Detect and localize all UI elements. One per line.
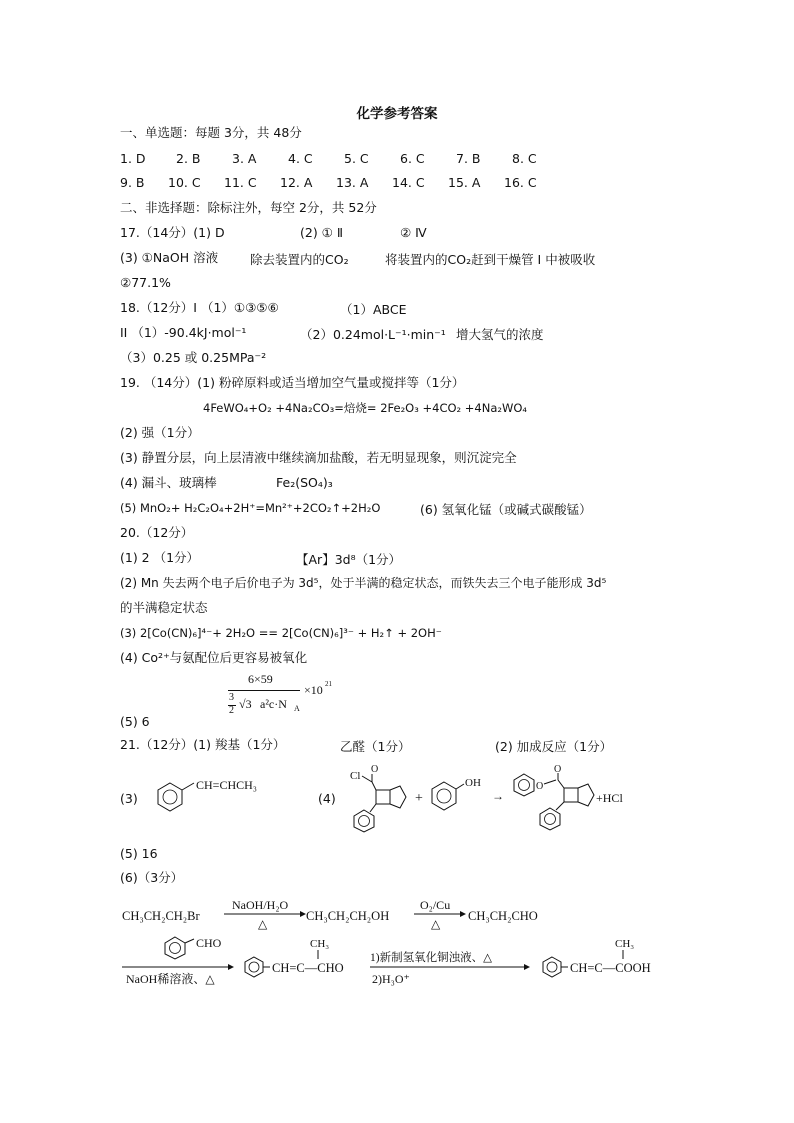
answer-item: 15. A [448,175,481,190]
answer-item: 4. C [288,151,313,166]
q17-line-2c: 将装置内的CO₂赶到干燥管 I 中被吸收 [385,252,596,267]
answer-item: 12. A [280,175,313,190]
benzene-ring-icon [432,782,456,810]
answer-item: 7. B [456,151,481,166]
answer-item: 16. C [504,175,537,190]
answer-item: 6. C [400,151,425,166]
bond-line [185,939,194,943]
q21-line-1b: 乙醛（1分） [340,739,411,754]
q17-line-2b: 除去装置内的CO₂ [250,252,349,267]
benzene-ring-icon [354,810,374,832]
arrow-head-icon [524,964,530,970]
q17-line-1b: (2) ① Ⅱ [300,225,344,240]
q21-line-3-label: (3) [120,791,138,806]
reagent-4-bottom: 2)H₃O⁺ [372,972,410,986]
route-compound-2: CH₃CH₂CH₂OH [306,909,390,923]
q18-line-1a: 18.（12分）I （1）①③⑤⑥ [120,300,279,315]
benzene-ring-icon [158,783,182,811]
q21-line-5: (5) 16 [120,846,158,861]
reagent-3-bottom: NaOH稀溶液、△ [126,972,215,986]
benzene-ring-icon [165,937,185,959]
methyl-label: CH₃ [615,938,635,950]
q17-line-3: ②77.1% [120,275,171,290]
benzene-ring-icon [245,957,263,977]
answer-item: 11. C [224,175,257,190]
aromatic-circle-icon [359,816,370,827]
q19-line-3: (3) 静置分层，向上层清液中继续滴加盐酸，若无明显现象，则沉淀完全 [120,450,517,465]
bond-line [456,784,464,789]
cyclobutane-icon [564,788,578,802]
bond-line [558,780,564,788]
page-title: 化学参考答案 [356,106,438,122]
bond-line [556,802,564,810]
fraction-coef-den: 2 [229,705,234,716]
q18-line-2b: （2）0.24mol·L⁻¹·min⁻¹ [300,327,446,342]
q20-line-7: (5) 6 [120,714,150,729]
hcl-label: +HCl [596,791,623,805]
answer-item: 10. C [168,175,201,190]
fraction-numerator: 6×59 [248,672,273,686]
q20-line-1: 20.（12分） [120,525,194,540]
answer-item: 3. A [232,151,257,166]
section-2-header: 二、非选择题：除标注外，每空 2分，共 52分 [120,200,377,215]
q19-line-4b: Fe₂(SO₄)₃ [276,475,333,490]
arrow-head-icon [228,964,234,970]
aromatic-circle-icon [249,962,259,972]
q21-line-1a: 21.（12分）(1) 羧基（1分） [120,737,286,752]
cyclopentane-icon [578,784,594,806]
q21-line-6: (6)（3分） [120,870,184,885]
aromatic-circle-icon [519,780,530,791]
q19-equation: 4FeWO₄+O₂ +4Na₂CO₃=焙烧= 2Fe₂O₃ +4CO₂ +4Na₂WO₄ [203,401,528,415]
reagent-1-top: NaOH/H₂O [232,898,289,912]
q18-line-2c: 增大氢气的浓度 [456,327,544,342]
benzene-ring-icon [540,808,560,830]
benzene-ring-icon [514,774,534,796]
arrow-head-icon [460,911,466,917]
fraction-sub: A [294,704,300,713]
answer-item: 13. A [336,175,369,190]
plus-sign: + [415,791,423,806]
q20-line-3: (2) Mn 失去两个电子后价电子为 3d⁵，处于半满的稳定状态，而铁失去三个电子能形成 3d⁵ [120,576,607,590]
section-1-header: 一、单选题：每题 3分，共 48分 [120,125,302,140]
bond-line [362,776,372,782]
reagent-2-top: O₂/Cu [420,898,451,912]
fraction-multiplier: ×10 [304,683,323,697]
propenylbenzene-structure [152,780,282,816]
q20-line-2a: (1) 2 （1分） [120,550,200,565]
reagent-3-top: CHO [196,936,222,950]
aromatic-circle-icon [545,814,556,825]
route-compound-3: CH₃CH₂CHO [468,909,538,923]
reagent-2-bottom: △ [431,917,441,931]
methyl-label: CH₃ [310,938,330,950]
fraction-exponent: 21 [325,680,332,688]
q18-line-3: （3）0.25 或 0.25MPa⁻² [120,350,267,365]
q17-line-2a: (3) ①NaOH 溶液 [120,250,219,265]
reaction-arrow: → [492,789,504,803]
q21-line-1c: (2) 加成反应（1分） [495,739,613,754]
cyclopentane-icon [390,786,406,808]
q18-line-1b: （1）ABCE [340,302,407,317]
fraction-bar [228,690,300,691]
synthesis-route [120,895,700,990]
answer-item: 5. C [344,151,369,166]
aromatic-circle-icon [437,789,451,803]
q19-line-1: 19. （14分）(1) 粉碎原料或适当增加空气量或搅拌等（1分） [120,375,465,390]
esterification-reaction [340,762,670,834]
bond-line [372,782,376,790]
bond-line [544,780,556,784]
q19-line-5a: (5) MnO₂+ H₂C₂O₄+2H⁺=Mn²⁺+2CO₂↑+2H₂O [120,501,381,515]
q19-line-4a: (4) 漏斗、玻璃棒 [120,475,217,490]
q19-line-2: (2) 强（1分） [120,425,200,440]
q20-line-6: (4) Co²⁺与氨配位后更容易被氧化 [120,650,308,665]
aromatic-circle-icon [163,790,177,804]
benzene-ring-icon [543,957,561,977]
fraction-root: √3 [239,697,252,711]
fraction-coef-num: 3 [229,692,234,703]
carbonyl-oxygen-label: O [554,764,562,775]
q20-line-4: 的半满稳定状态 [120,600,208,615]
q20-line-2b: 【Ar】3d⁸（1分） [296,552,402,567]
q21-line-4-label: (4) [318,791,336,806]
aromatic-circle-icon [170,943,181,954]
density-fraction [228,668,368,718]
reagent-1-bottom: △ [258,917,268,931]
q18-line-2a: II （1）-90.4kJ·mol⁻¹ [120,325,247,340]
answer-item: 1. D [120,151,146,166]
q19-line-5b: (6) 氢氧化锰（或碱式碳酸锰） [420,502,592,517]
aromatic-circle-icon [547,962,557,972]
fraction-rest: a²c·N [260,697,287,711]
q17-line-1a: 17.（14分）(1) D [120,225,225,240]
q17-line-1c: ② Ⅳ [400,225,427,240]
bond-line [370,804,376,812]
answer-item: 8. C [512,151,537,166]
answer-item: 14. C [392,175,425,190]
chlorine-label: Cl [350,770,361,782]
ester-oxygen-label: O [536,781,544,792]
bond-line [182,783,194,790]
answer-item: 9. B [120,175,145,190]
oxygen-label: O [371,764,379,775]
hydroxyl-label: OH [465,777,481,789]
reagent-4-top: 1)新制氢氧化铜浊液、△ [370,952,492,964]
route-compound-4: CH=C—CHO [272,961,344,975]
answer-item: 2. B [176,151,201,166]
cyclobutane-icon [376,790,390,804]
route-compound-1: CH₃CH₂CH₂Br [122,909,200,923]
route-compound-5: CH=C—COOH [570,961,651,975]
chain-text: CH=CHCH₃ [196,778,257,792]
q20-line-5: (3) 2[Co(CN)₆]⁴⁻+ 2H₂O == 2[Co(CN)₆]³⁻ + H₂↑ + 2OH⁻ [120,626,442,640]
